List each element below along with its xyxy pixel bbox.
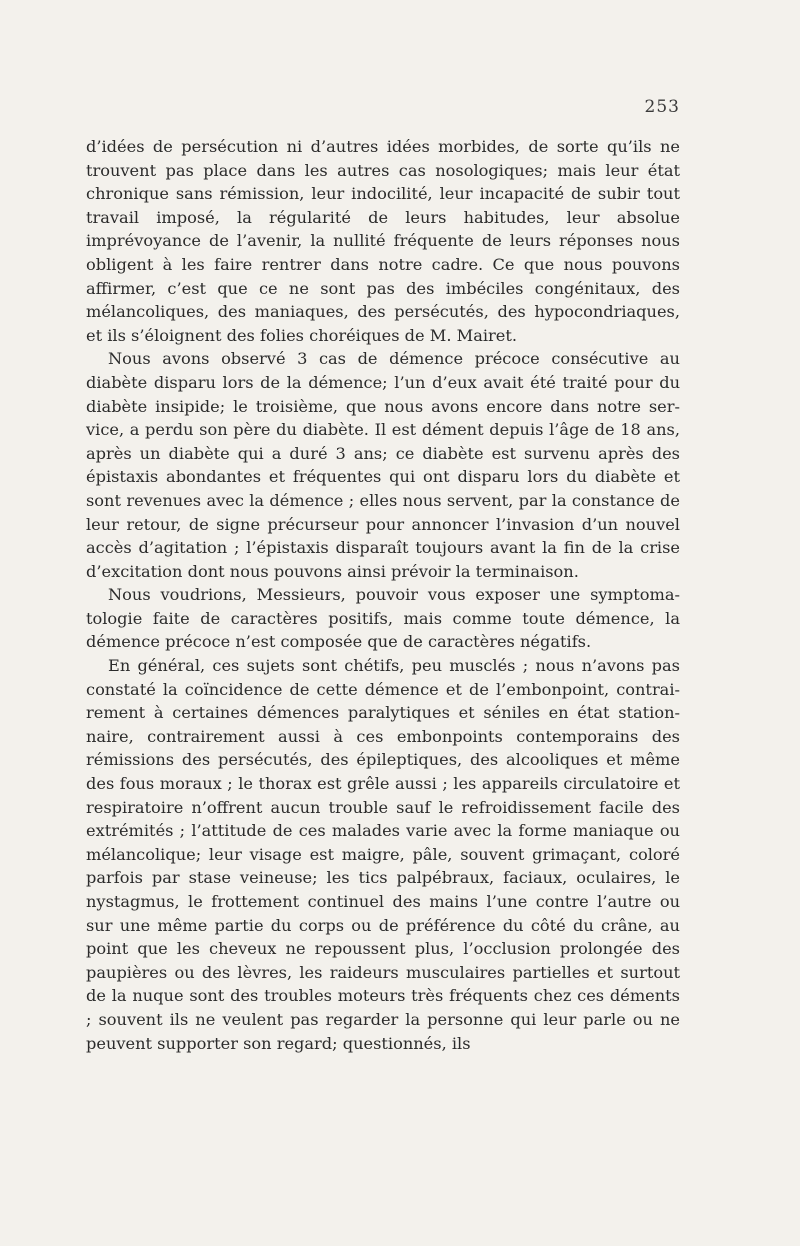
paragraph-symptomatology: Nous voudrions, Messieurs, pouvoir vous exposer une symptomatologie faite de caractères positifs, mais comme toute démence, la démence précoce n’est composée que de caractères négatifs. bbox=[86, 585, 680, 652]
page-number: 253 bbox=[644, 97, 680, 117]
paragraph-continued: d’idées de persécution ni d’autres idées morbides, de sorte qu’ils ne trouvent pas place dans les autres cas nosologiques; mais leur état chronique sans rémission, leur indocilité, leur incapacité de subir tout travail imposé, la régularité de leurs habitudes, leur absolue imprévoyance de l’avenir, la nullité fréquente de leurs réponses nous obligent à les faire rentrer dans notre cadre. Ce que nous pouvons affirmer, c’est que ce ne sont pas des imbéciles congénitaux, des mélancoliques, des maniaques, des persécutés, des hypocondriaques, et ils s’éloignent des folies choréiques de M. Mairet. bbox=[86, 137, 680, 345]
paragraph-general-signs: En général, ces sujets sont chétifs, peu musclés ; nous n’avons pas constaté la coïncidence de cette démence et de l’embonpoint, contrairement à certaines démences paralytiques et séniles en état stationnaire, contrairement aussi à ces embonpoints contemporains des rémissions des persécutés, des épileptiques, des alcooliques et même des fous moraux ; le thorax est grêle aussi ; les appareils circulatoire et respiratoire n’offrent aucun trouble sauf le refroidissement facile des extrémités ; l’attitude de ces malades varie avec la forme maniaque ou mélancolique; leur visage est maigre, pâle, souvent grimaçant, coloré parfois par stase veineuse; les tics palpébraux, faciaux, oculaires, le nystagmus, le frottement continuel des mains l’une contre l’autre ou sur une même partie du corps ou de préférence du côté du crâne, au point que les cheveux ne repoussent plus, l’occlusion prolongée des paupières ou des lèvres, les raideurs musculaires partielles et surtout de la nuque sont des troubles moteurs très fréquents chez ces déments ; souvent ils ne veulent pas regarder la personne qui leur parle ou ne peuvent supporter son regard; questionnés, ils bbox=[86, 656, 680, 1053]
body-text bbox=[86, 135, 680, 1055]
paragraph-diabetes: Nous avons observé 3 cas de démence précoce consécutive au diabète disparu lors de la démence; l’un d’eux avait été traité pour du diabète insipide; le troisième, que nous avons encore dans notre service, a perdu son père du diabète. Il est dément depuis l’âge de 18 ans, après un diabète qui a duré 3 ans; ce diabète est survenu après des épistaxis abondantes et fréquentes qui ont disparu lors du diabète et sont revenues avec la démence ; elles nous servent, par la constance de leur retour, de signe précurseur pour annoncer l’invasion d’un nouvel accès d’agitation ; l’épistaxis disparaît toujours avant la fin de la crise d’excitation dont nous pouvons ainsi prévoir la terminaison. bbox=[86, 349, 680, 581]
